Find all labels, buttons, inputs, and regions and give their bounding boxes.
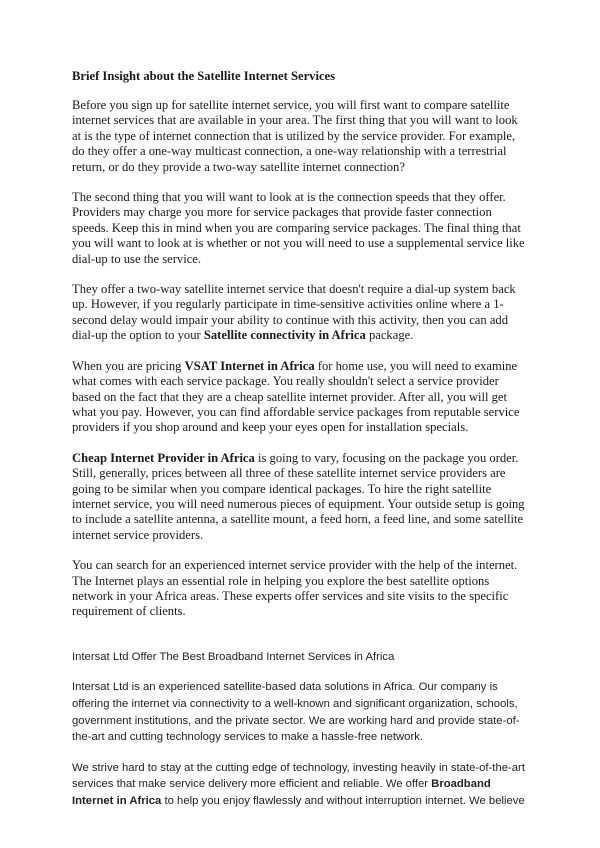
paragraph-two-way-service bbox=[72, 282, 528, 344]
paragraph-text: for home use, you will need to examine what comes with each service package. You really shouldn't select a service provider based on the fact that they are a cheap satellite internet provider. After all, you will get what you pay. However, you can find affordable service packages from reputable service providers if you shop around and keep your eyes open for installation specials. bbox=[72, 358, 520, 435]
paragraph-text: We strive hard to stay at the cutting edge of technology, investing heavily in state-of-the-art services that make service delivery more efficient and reliable. We offer bbox=[72, 761, 525, 791]
section-heading-intersat: Intersat Ltd Offer The Best Broadband Internet Services in Africa bbox=[72, 650, 395, 663]
document-title: Brief Insight about the Satellite Internet Services bbox=[72, 69, 336, 83]
keyword-cheap-internet-provider: Cheap Internet Provider in Africa bbox=[72, 450, 255, 465]
paragraph-intersat-intro: Intersat Ltd is an experienced satellite-based data solutions in Africa. Our company is offering the internet via connectivity to a well-known and significant organization, schools, government institutions, and the private sector. We are working hard and provide state-of-the-art and cutting technology services to make a hassle-free network. bbox=[72, 681, 520, 744]
paragraph-text: When you are pricing bbox=[72, 358, 185, 373]
paragraph-cheap-provider bbox=[72, 451, 528, 543]
paragraph-connection-type: Before you sign up for satellite internet service, you will first want to compare satellite internet services that are available in your area. The first thing that you will want to look at is the type of internet connection that is utilized by the service provider. For example, do they offer a one-way multicast connection, a one-way relationship with a terrestrial return, or do they provide a two-way satellite internet connection? bbox=[72, 98, 518, 174]
paragraph-vsat-pricing bbox=[72, 359, 528, 436]
paragraph-search-provider: You can search for an experienced internet service provider with the help of the internet. The Internet plays an essential role in helping you explore the best satellite options network in your Africa areas. These experts offer services and site visits to the specific requirement of clients. bbox=[72, 558, 518, 619]
paragraph-cutting-edge bbox=[72, 760, 528, 810]
keyword-vsat-internet: VSAT Internet in Africa bbox=[184, 358, 315, 373]
paragraph-text: They offer a two-way satellite internet service that doesn't require a dial-up system back up. However, if you regularly participate in time-sensitive activities online where a 1-second delay would impair your ability to continue with this activity, then you can add dial-up the option to your bbox=[72, 282, 516, 343]
paragraph-text: to help you enjoy flawlessly and without interruption internet. We believe bbox=[161, 794, 525, 807]
keyword-broadband-internet: Broadband Internet in Africa bbox=[72, 778, 491, 807]
paragraph-text: is going to vary, focusing on the package you order. Still, generally, prices between all three of these satellite internet service providers are going to be similar when you compare identical packages. To hire the right satellite internet service, you will need numerous pieces of equipment. Your outside setup is going to include a satellite antenna, a satellite mount, a feed horn, a feed line, and some satellite internet service providers. bbox=[72, 450, 525, 542]
keyword-satellite-connectivity: Satellite connectivity in Africa bbox=[203, 328, 366, 343]
paragraph-text: package. bbox=[365, 328, 414, 343]
paragraph-connection-speeds: The second thing that you will want to look at is the connection speeds that they offer. Providers may charge you more for service packages that provide faster connection speeds. Keep this in mind when you are comparing service packages. The final thing that you will want to look at is whether or not you will need to use a supplemental service like dial-up to use the service. bbox=[72, 190, 525, 266]
